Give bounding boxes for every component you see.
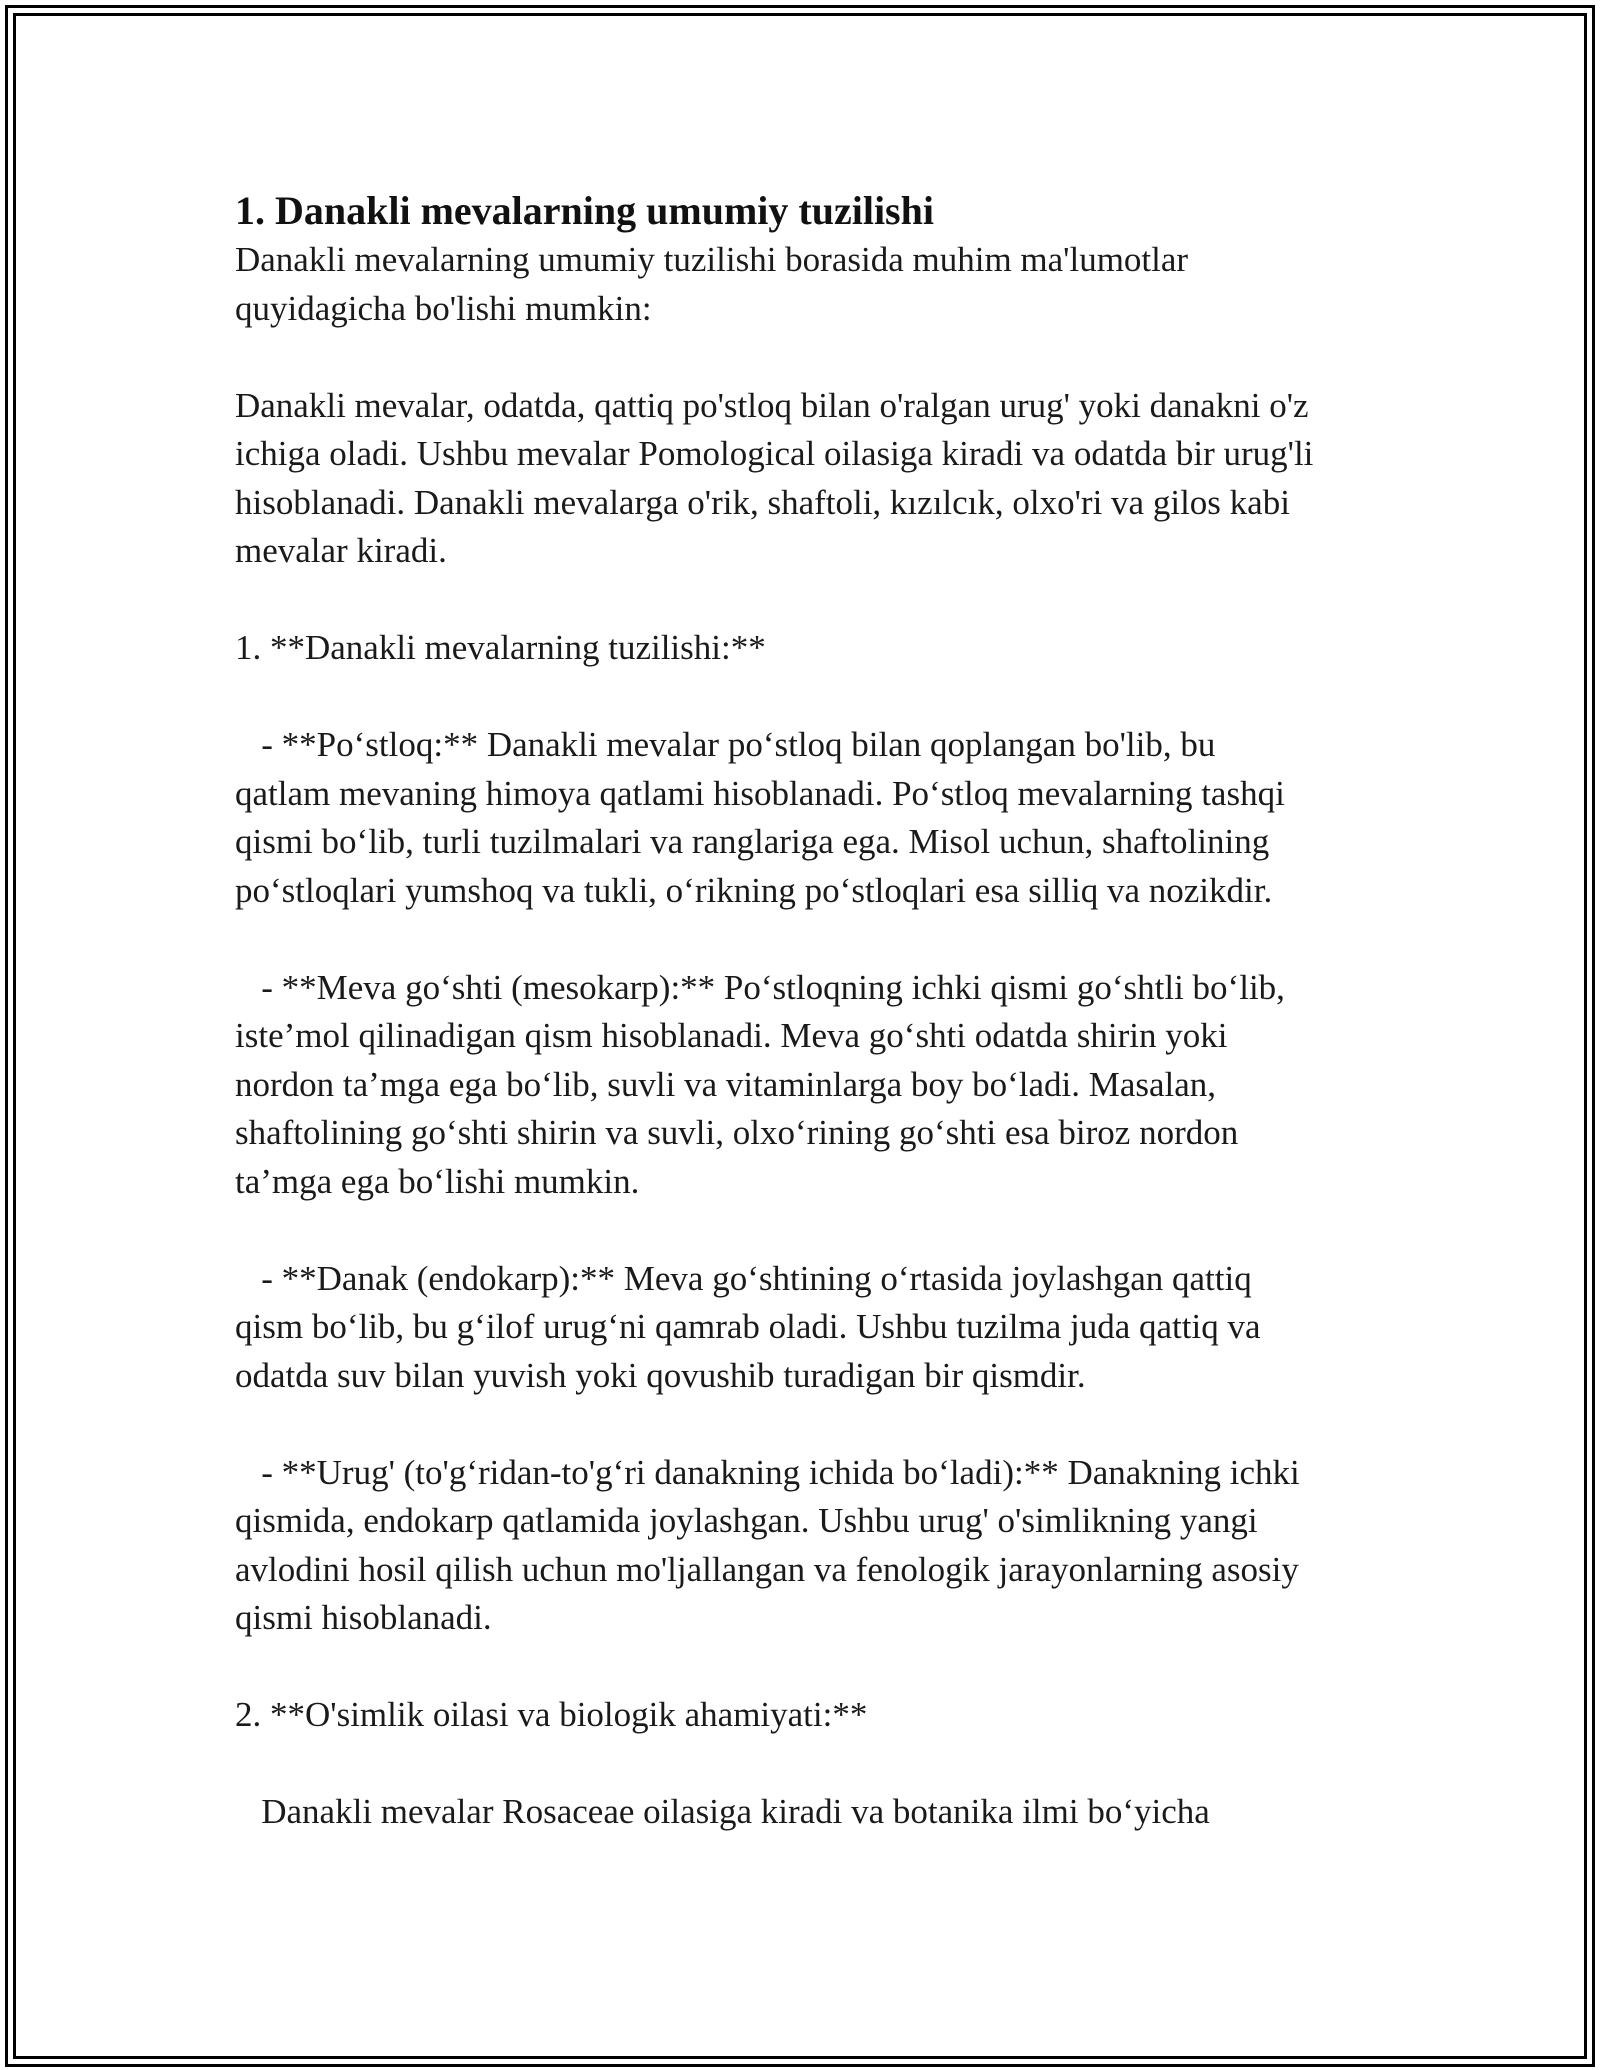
list-item-endokarp: - **Danak (endokarp):** Meva goʻshtining oʻrtasida joylashgan qattiq qism boʻlib, bu gʻilof urugʻni qamrab oladi. Ushbu tuzilma juda qattiq va odatda suv bilan yuvish yoki qovushib turadigan bir qismdir. [235, 1258, 1261, 1395]
paragraph-gap [235, 915, 1385, 964]
list-item-mesokarp: - **Meva goʻshti (mesokarp):** Poʻstloqning ichki qismi goʻshtli boʻlib, iste’mol qilinadigan qism hisoblanadi. Meva goʻshti odatda shirin yoki nordon ta’mga ega boʻlib, suvli va vitaminlarga boy boʻladi. Masalan, shaftolining goʻshti shirin va suvli, olxoʻrining goʻshti esa biroz nordon ta’mga ega boʻlishi mumkin. [235, 967, 1285, 1201]
section-heading: 1. Danakli mevalarning umumiy tuzilishi [235, 188, 934, 233]
paragraph-gap [235, 1400, 1385, 1449]
list-item-urug: - **Urug' (to'gʻridan-to'gʻri danakning ichida boʻladi):** Danakning ichki qismida, endokarp qatlamida joylashgan. Ushbu urug' o'simlikning yangi avlodini hosil qilish uchun mo'ljallangan va fenologik jarayonlarning asosiy qismi hisoblanadi. [235, 1452, 1300, 1637]
paragraph-gap [235, 576, 1385, 625]
list-heading-family: 2. **O'simlik oilasi va biologik ahamiyati:** [235, 1695, 868, 1734]
paragraph-gap [235, 673, 1385, 722]
paragraph-gap [235, 1206, 1385, 1255]
list-item-postloq: - **Poʻstloq:** Danakli mevalar poʻstloq bilan qoplangan bo'lib, bu qatlam mevaning himoya qatlami hisoblanadi. Poʻstloq mevalarning tashqi qismi boʻlib, turli tuzilmalari va ranglariga ega. Misol uchun, shaftolining poʻstloqlari yumshoq va tukli, oʻrikning poʻstloqlari esa silliq va nozikdir. [235, 725, 1285, 910]
paragraph-gap [235, 1740, 1385, 1789]
list-heading-structure: 1. **Danakli mevalarning tuzilishi:** [235, 628, 766, 667]
body-paragraph-family: Danakli mevalar Rosaceae oilasiga kiradi va botanika ilmi boʻyicha [235, 1792, 1210, 1831]
paragraph-gap [235, 1643, 1385, 1692]
intro-paragraph: Danakli mevalarning umumiy tuzilishi borasida muhim ma'lumotlar quyidagicha bo'lishi mumkin: [235, 240, 1189, 328]
paragraph-gap [235, 333, 1385, 382]
body-paragraph: Danakli mevalar, odatda, qattiq po'stloq bilan o'ralgan urug' yoki danakni o'z ichiga oladi. Ushbu mevalar Pomological oilasiga kiradi va odatda bir urug'li hisoblanadi. Danakli mevalarga o'rik, shaftoli, kızılcık, olxo'ri va gilos kabi mevalar kiradi. [235, 385, 1314, 570]
document-body [235, 186, 1385, 1837]
